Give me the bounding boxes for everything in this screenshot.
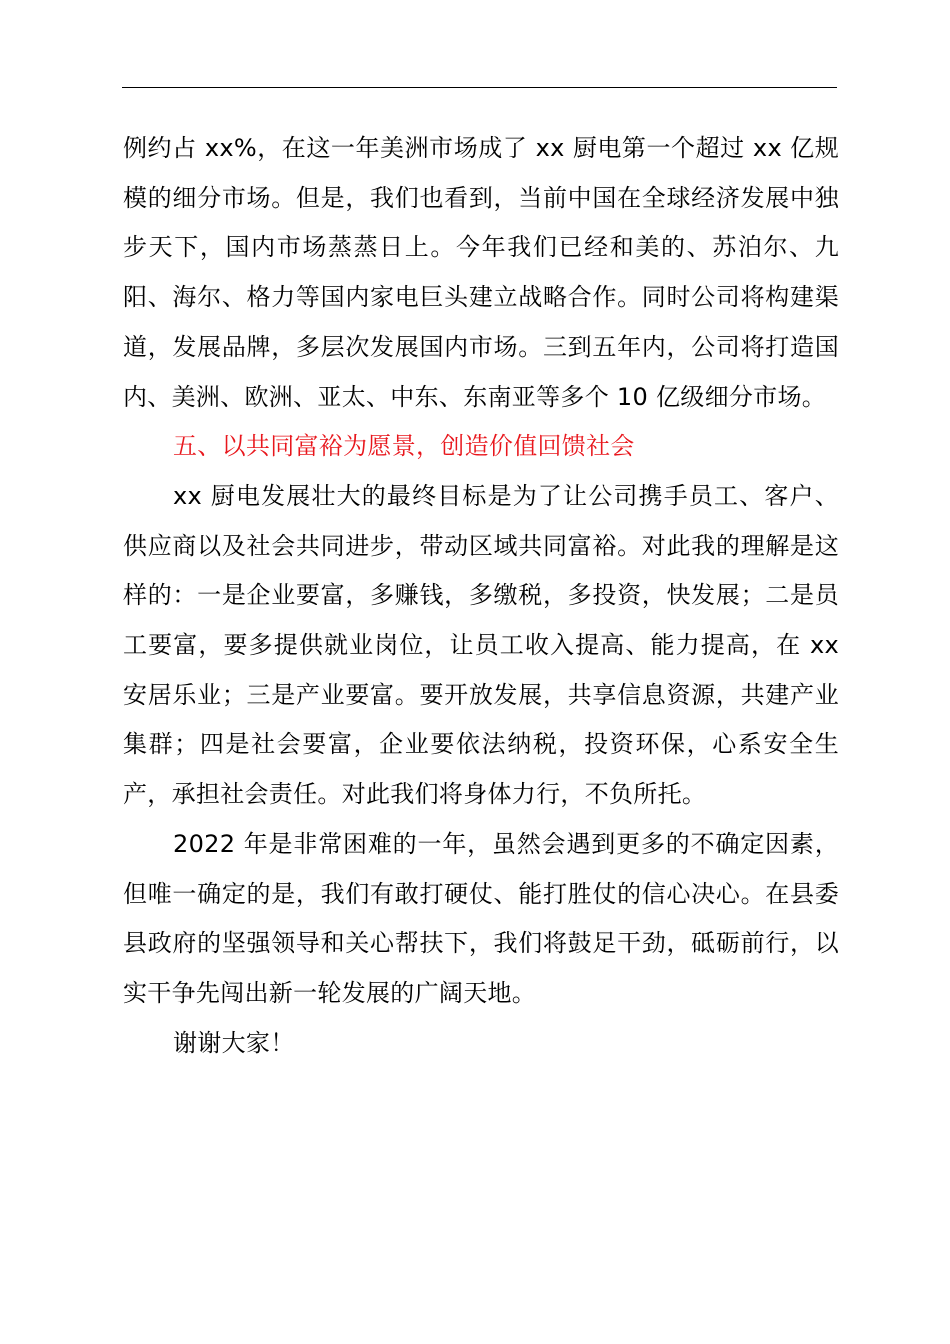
paragraph-continuation: 例约占 xx%，在这一年美洲市场成了 xx 厨电第一个超过 xx 亿规模的细分市场。但是，我们也看到，当前中国在全球经济发展中独步天下，国内市场蒸蒸日上。今年我们已经和美的、苏泊尔、九阳、海尔、格力等国内家电巨头建立战略合作。同时公司将构建渠道，发展品牌，多层次发展国内市场。三到五年内，公司将打造国内、美洲、欧洲、亚太、中东、东南亚等多个 10 亿级细分市场。	[123, 134, 839, 411]
header-rule	[122, 87, 837, 88]
document-body	[123, 124, 839, 1068]
section-heading: 五、以共同富裕为愿景，创造价值回馈社会	[173, 432, 635, 461]
paragraph-2022-outlook: 2022 年是非常困难的一年，虽然会遇到更多的不确定因素，但唯一确定的是，我们有敢打硬仗、能打胜仗的信心决心。在县委县政府的坚强领导和关心帮扶下，我们将鼓足干劲，砥砺前行，以实干争先闯出新一轮发展的广阔天地。	[123, 829, 839, 1007]
paragraph-common-prosperity: xx 厨电发展壮大的最终目标是为了让公司携手员工、客户、供应商以及社会共同进步，带动区域共同富裕。对此我的理解是这样的：一是企业要富，多赚钱，多缴税，多投资，快发展；二是员工要富，要多提供就业岗位，让员工收入提高、能力提高，在 xx 安居乐业；三是产业要富。要开放发展，共享信息资源，共建产业集群；四是社会要富，企业要依法纳税，投资环保，心系安全生产，承担社会责任。对此我们将身体力行，不负所托。	[123, 481, 839, 809]
closing-thanks: 谢谢大家！	[173, 1028, 295, 1057]
